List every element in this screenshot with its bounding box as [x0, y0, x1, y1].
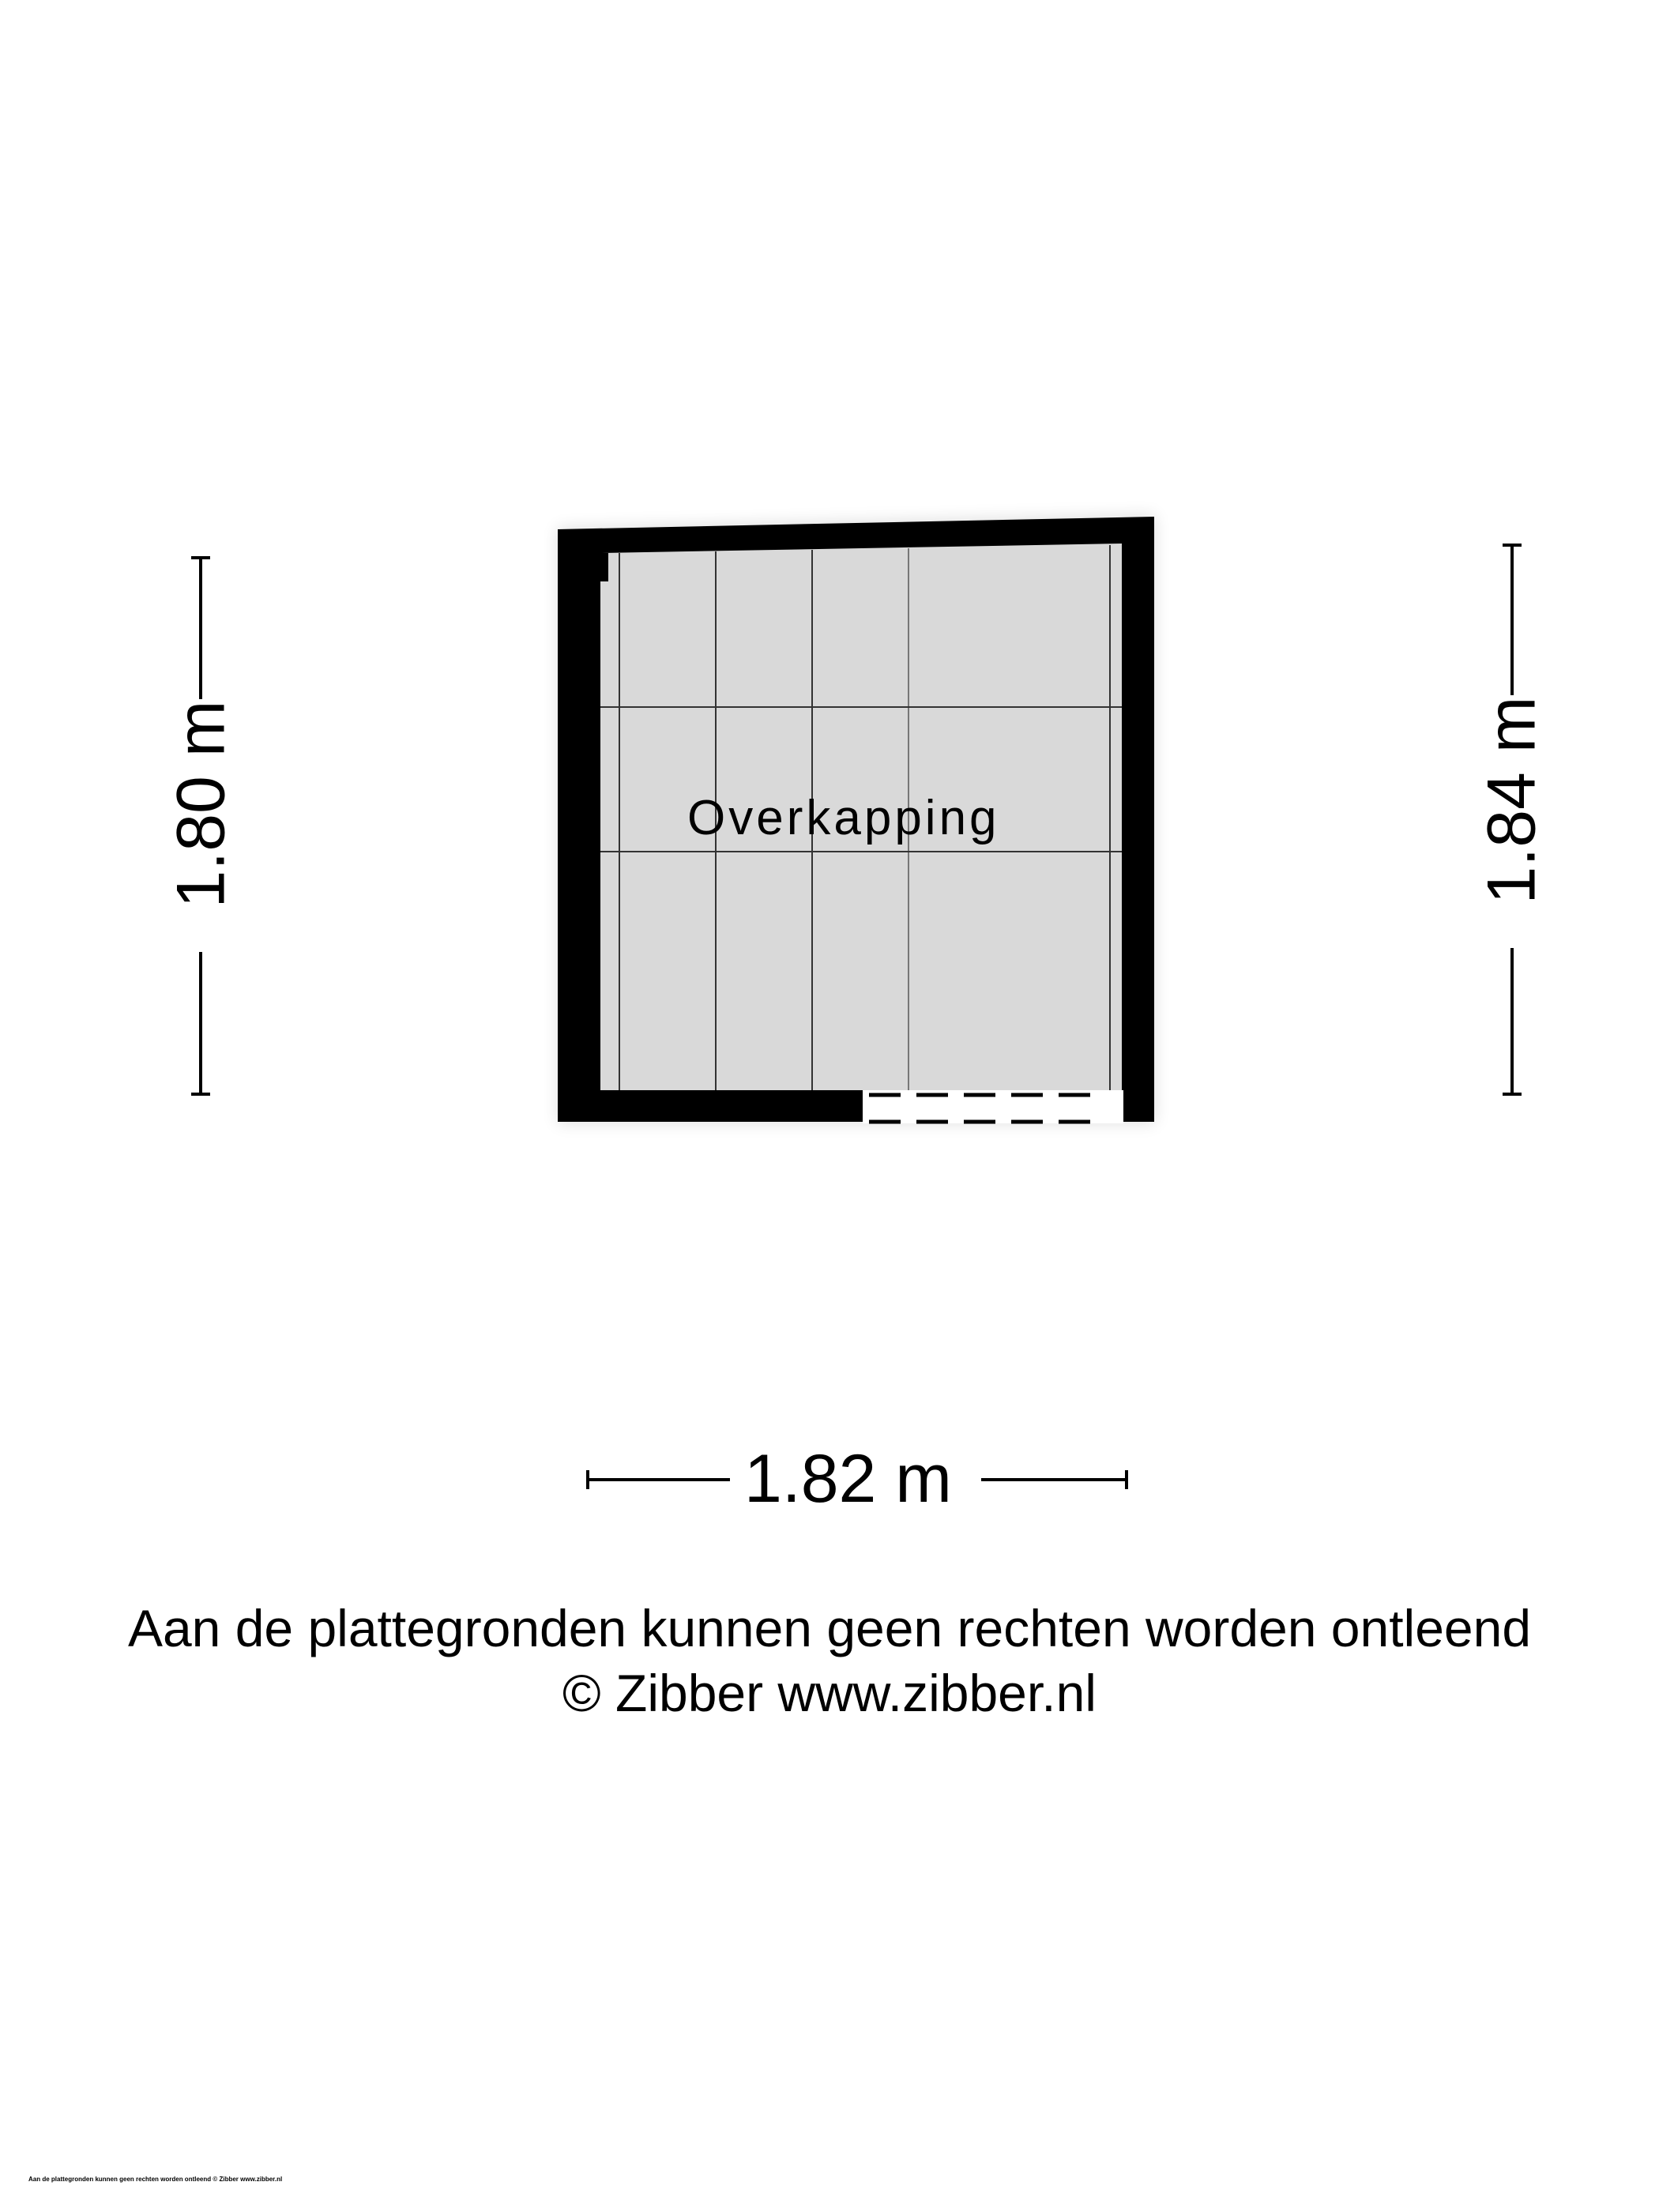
small-watermark: Aan de plattegronden kunnen geen rechten worden ontleend © Zibber www.zibber.nl — [28, 2176, 283, 2183]
room-label: Overkapping — [687, 791, 1000, 845]
disclaimer-text: Aan de plattegronden kunnen geen rechten worden ontleend — [127, 1599, 1532, 1657]
copyright-text: © Zibber www.zibber.nl — [562, 1664, 1097, 1722]
dimension-bottom: 1.82 m — [744, 1441, 952, 1517]
dimension-left: 1.80 m — [163, 700, 239, 908]
dimension-right: 1.84 m — [1473, 696, 1550, 905]
